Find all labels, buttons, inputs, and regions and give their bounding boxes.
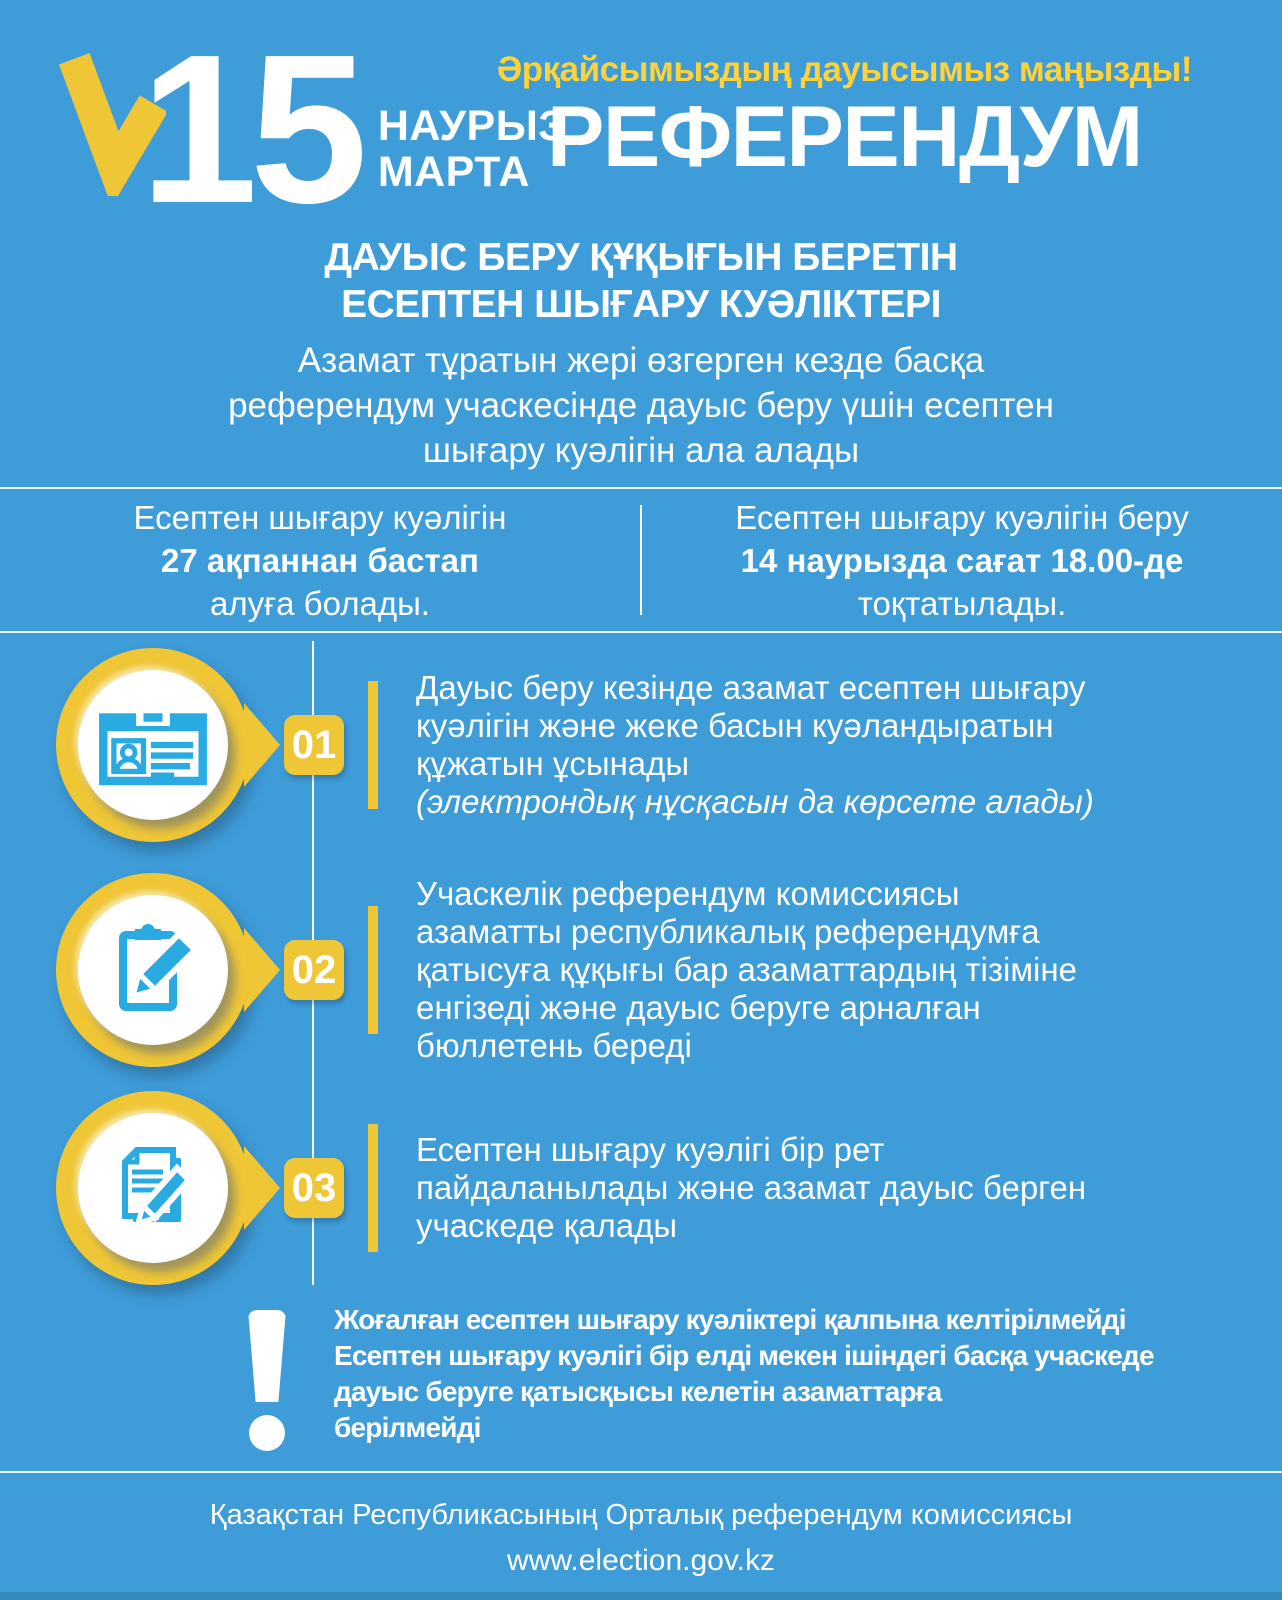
- header-titles: [496, 50, 1192, 185]
- warning-text: Жоғалған есептен шығару куәліктері қалпына келтірілмейді Есептен шығару куәлігі бір елді мекен ішіндегі басқа учаскеде дауыс беруге қатысқысы келетін азаматтарға берілмейді: [334, 1304, 1154, 1443]
- steps-section: [0, 633, 1282, 1293]
- header: [0, 10, 1282, 247]
- step-2-lines: Учаскелік референдум комиссиясы азаматты республикалық референдумға қатысуға құқығы бар азаматтардың тізіміне енгізеді және дауыс беруге арналған бюллетень береді: [416, 875, 1077, 1064]
- band-left-bottom: алуға болады.: [210, 584, 430, 622]
- step-1-icon-circle: [78, 670, 228, 820]
- lead-heading: ДАУЫС БЕРУ ҚҰҚЫҒЫН БЕРЕТІН ЕСЕПТЕН ШЫҒАРУ КУӘЛІКТЕРІ: [324, 236, 958, 326]
- band-left-highlight: 27 ақпаннан бастап: [161, 541, 479, 579]
- step-3-accent-bar: [368, 1124, 378, 1252]
- step-2: [0, 857, 1282, 1083]
- step-3: [0, 1083, 1282, 1293]
- step-1-medallion-col: [0, 633, 290, 857]
- info-band: [0, 487, 1282, 633]
- band-right-highlight: 14 наурызда сағат 18.00-де: [740, 541, 1184, 579]
- lead-description: Азамат тұратын жері өзгерген кезде басқа референдум учаскесінде дауыс беру үшін есептен шығару куәлігін ала алады: [228, 341, 1054, 470]
- step-3-medallion: [56, 1091, 250, 1285]
- step-1-accent-bar: [368, 681, 378, 809]
- band-left-top: Есептен шығару куәлігін: [133, 498, 507, 536]
- exclamation-bar: [248, 1310, 286, 1402]
- slogan: Әрқайсымыздың дауысымыз маңызды!: [496, 50, 1192, 89]
- info-band-right: [642, 496, 1282, 625]
- clipboard-pencil-icon: [101, 918, 205, 1022]
- step-3-text: [416, 1131, 1216, 1245]
- id-card-icon: [98, 703, 208, 787]
- exclamation-dot: [249, 1415, 285, 1451]
- step-1-note: (электрондық нұсқасын да көрсете алады): [416, 783, 1094, 820]
- poster-title: РЕФЕРЕНДУМ: [547, 89, 1142, 185]
- step-1-lines: Дауыс беру кезінде азамат есептен шығару куәлігін және жеке басын куәландыратын құжатын ұсынады: [416, 669, 1086, 782]
- date-logo: [58, 10, 566, 247]
- info-band-left: [0, 496, 640, 625]
- footer-website-link[interactable]: www.election.gov.kz: [507, 1544, 775, 1577]
- document-pencil-icon: [101, 1136, 205, 1240]
- step-2-accent-bar: [368, 906, 378, 1034]
- footer: [0, 1471, 1282, 1578]
- step-1-medallion: [56, 648, 250, 842]
- step-3-number-badge: 03: [284, 1158, 344, 1218]
- band-right-top: Есептен шығару куәлігін беру: [735, 498, 1189, 536]
- step-2-medallion: [56, 873, 250, 1067]
- step-3-icon-circle: [78, 1113, 228, 1263]
- warning-section: [248, 1306, 1222, 1451]
- step-2-text: [416, 875, 1216, 1065]
- step-3-medallion-col: [0, 1083, 290, 1293]
- step-2-number-badge: 02: [284, 940, 344, 1000]
- month-russian: МАРТА: [377, 147, 530, 196]
- step-2-icon-circle: [78, 895, 228, 1045]
- step-3-lines: Есептен шығару куәлігі бір рет пайдаланылады және азамат дауыс берген учаскеде қалады: [416, 1131, 1087, 1244]
- step-1-number-badge: 01: [284, 715, 344, 775]
- month-kazakh: НАУРЫЗ: [377, 102, 566, 150]
- step-1: [0, 633, 1282, 857]
- footer-organization: Қазақстан Республикасының Орталық референдум комиссиясы: [209, 1499, 1073, 1531]
- date-day: 15: [140, 10, 360, 247]
- band-right-bottom: тоқтатылады.: [857, 584, 1067, 622]
- step-1-text: [416, 669, 1216, 821]
- exclamation-icon: [248, 1310, 286, 1451]
- step-2-medallion-col: [0, 857, 290, 1083]
- bottom-edge-shade: [0, 1592, 1282, 1600]
